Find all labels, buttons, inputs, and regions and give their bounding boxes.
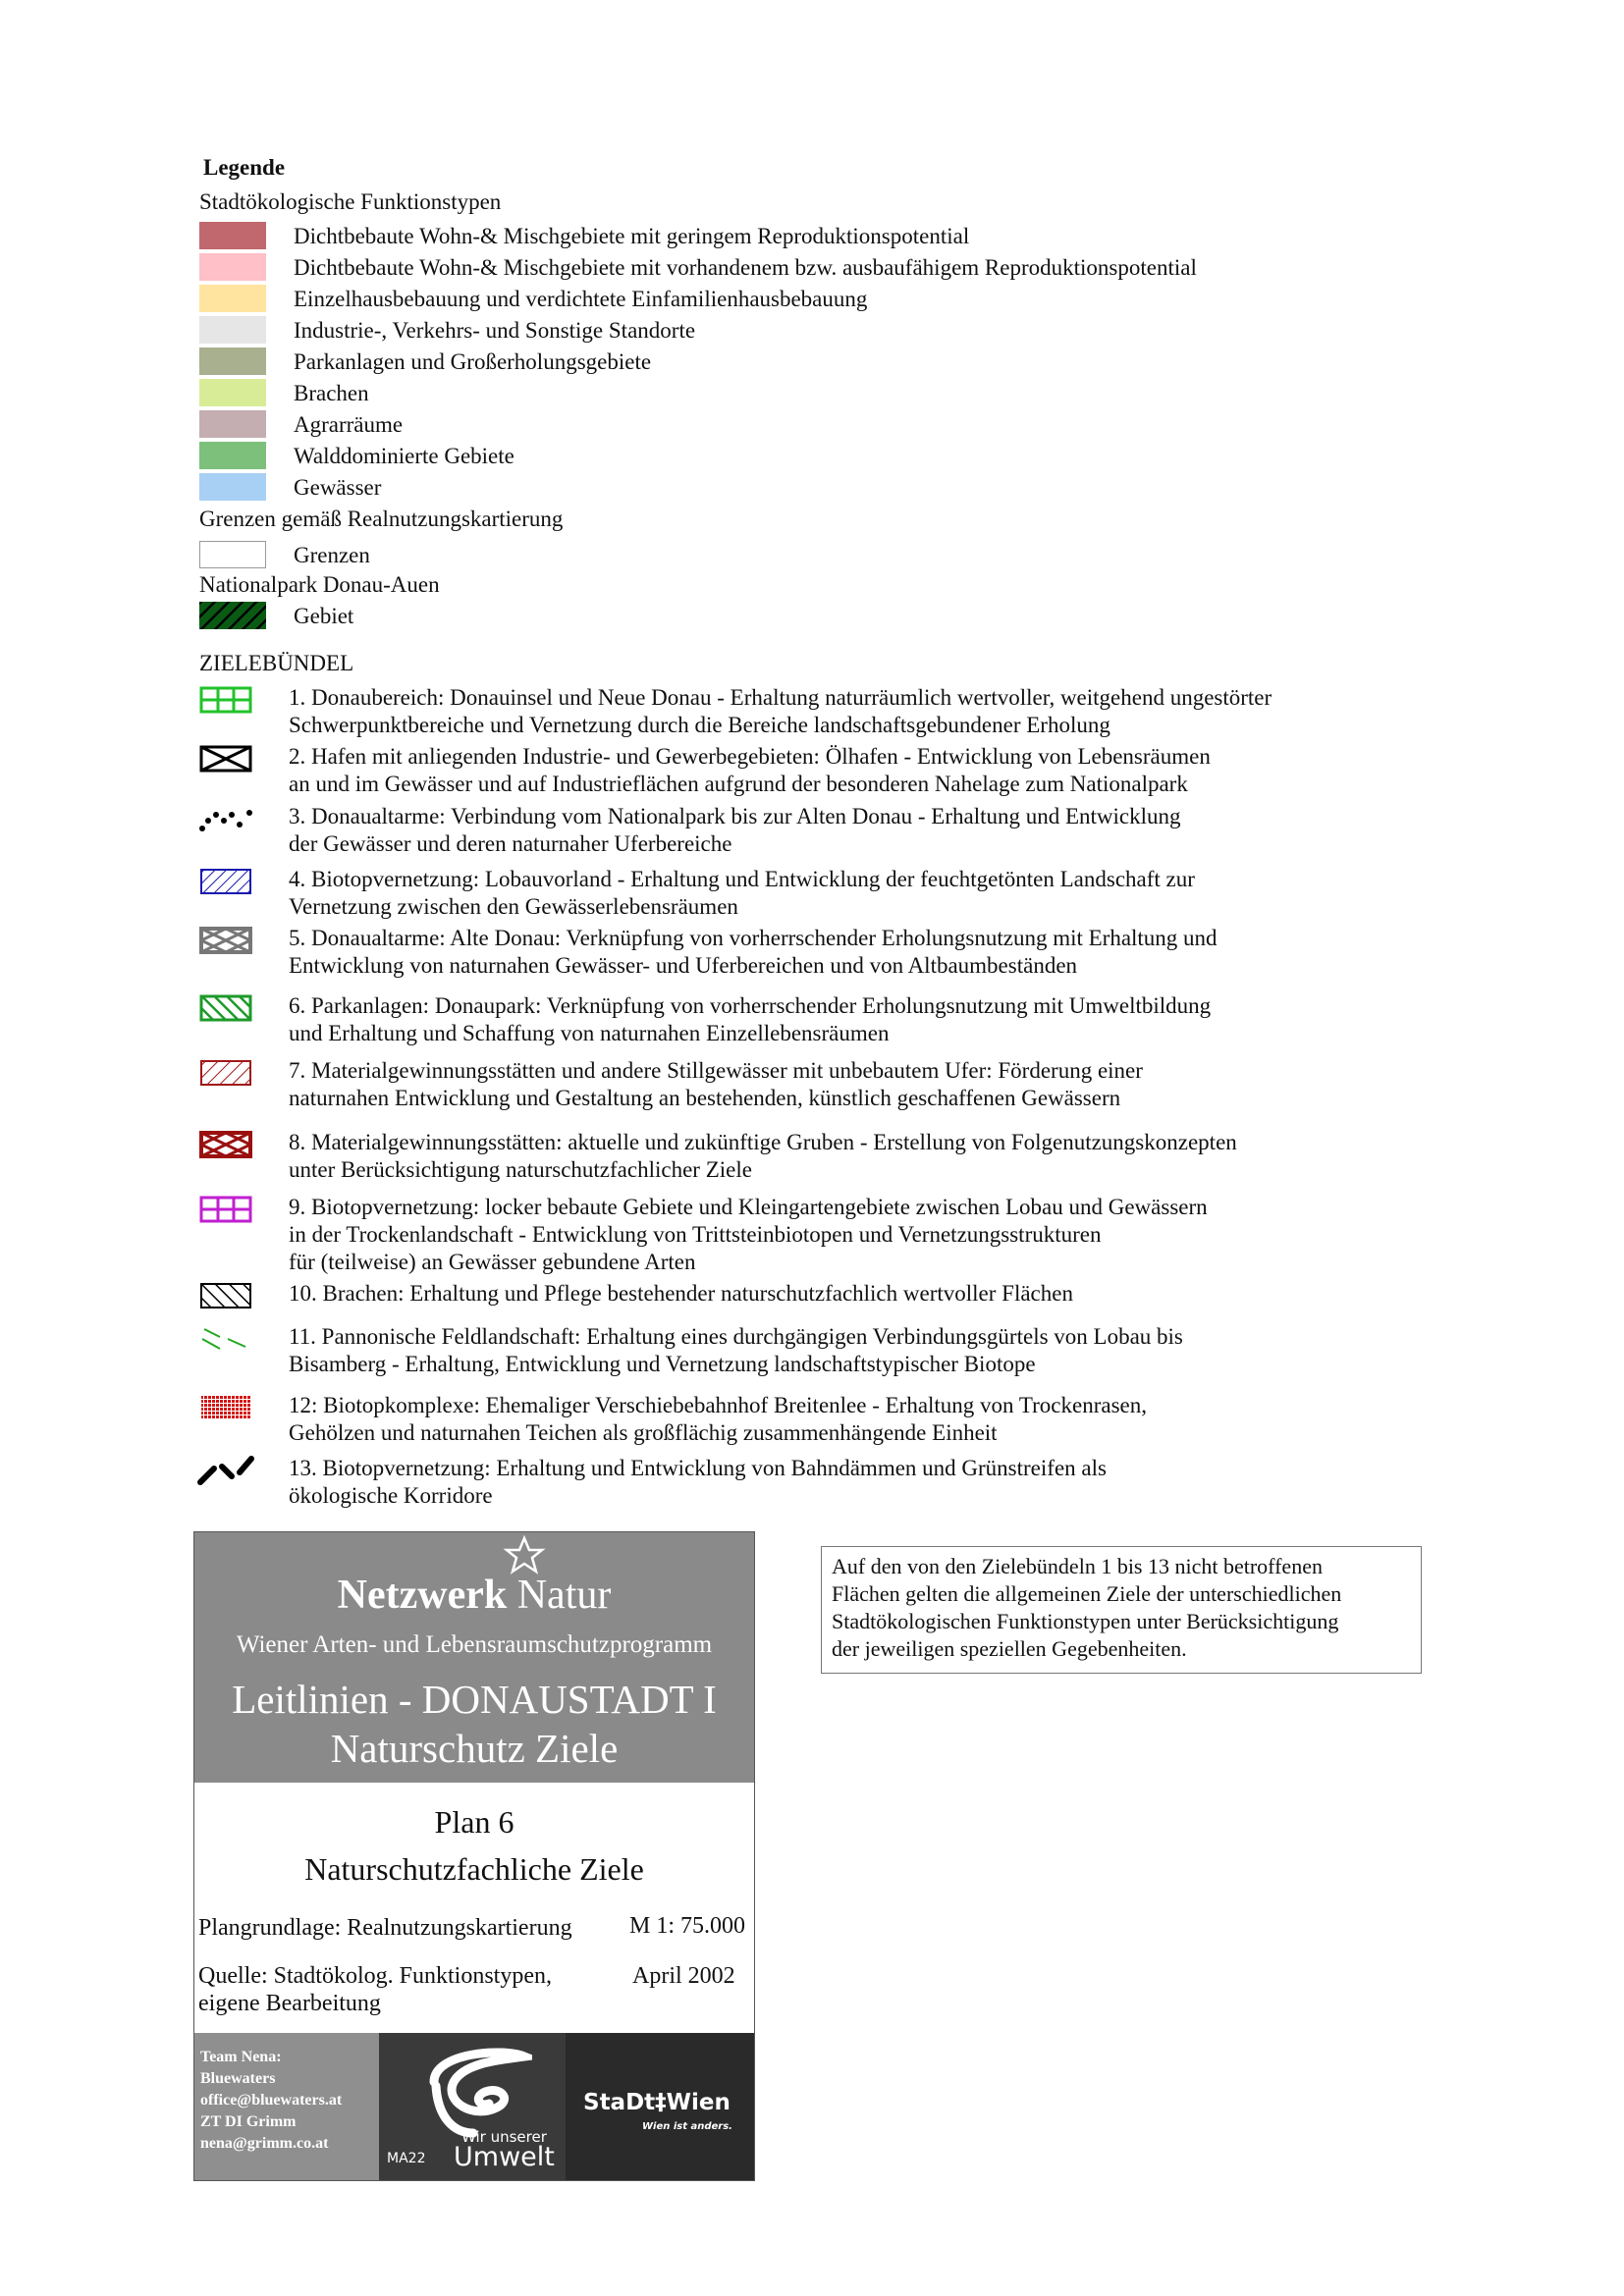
goal-text-line: 11. Pannonische Feldlandschaft: Erhaltung eines durchgängigen Verbindungsgürtels von Lobau bis <box>289 1324 1183 1349</box>
section-borders-heading: Grenzen gemäß Realnutzungskartierung <box>199 507 564 531</box>
goal-text-line: in der Trockenlandschaft - Entwicklung von Trittsteinbiotopen und Vernetzungsstrukturen <box>289 1222 1102 1247</box>
color-swatch <box>199 285 266 312</box>
goal-text-line: 5. Donaualtarme: Alte Donau: Verknüpfung von vorherrschender Erholungsnutzung mit Erhaltung und <box>289 926 1218 950</box>
note-line: Stadtökologischen Funktionstypen unter Berücksichtigung <box>832 1609 1339 1633</box>
black-diagonal-hatch-icon <box>196 1280 263 1319</box>
color-swatch <box>199 442 266 469</box>
legend-title: Legende <box>203 155 286 180</box>
goal-text-line: 1. Donaubereich: Donauinsel und Neue Donau - Erhaltung naturräumlich wertvoller, weitgehend ungestörter <box>289 685 1272 710</box>
team-line: Team Nena: <box>200 2049 282 2065</box>
title-block-header <box>194 1532 754 1783</box>
goal-text-line: an und im Gewässer und auf Industrieflächen aufgrund der besonderen Nahelage zum Nationalpark <box>289 772 1188 796</box>
title-block <box>193 1531 755 2181</box>
green-dashes-icon <box>196 1323 263 1362</box>
wien-logo-text: StaDt‡Wien <box>583 2090 731 2115</box>
red-diagonal-hatch-icon <box>196 1057 263 1096</box>
color-swatch <box>199 347 266 375</box>
goal-text <box>289 684 1388 739</box>
goal-text-line: 7. Materialgewinnungsstätten und andere Stillgewässer mit unbebautem Ufer: Förderung einer <box>289 1058 1143 1083</box>
note-line: Auf den von den Zielebündeln 1 bis 13 nicht betroffenen <box>832 1554 1323 1578</box>
legend-label: Walddominierte Gebiete <box>294 444 514 468</box>
plan-date: April 2002 <box>632 1963 735 1989</box>
title-block-footer <box>194 2033 754 2180</box>
goal-text-line: 9. Biotopvernetzung: locker bebaute Gebiete und Kleingartengebiete zwischen Lobau und Gewässern <box>289 1195 1208 1219</box>
legend-label: Gewässer <box>294 475 382 500</box>
black-dashes-icon <box>196 1455 263 1494</box>
plan-source: Quelle: Stadtökolog. Funktionstypen, <box>198 1963 552 1989</box>
border-swatch <box>199 541 266 568</box>
legend-label: Brachen <box>294 381 369 405</box>
legend-label: Industrie-, Verkehrs- und Sonstige Standorte <box>294 318 696 343</box>
section-park-heading: Nationalpark Donau-Auen <box>199 572 440 597</box>
goal-text-line: unter Berücksichtigung naturschutzfachlicher Ziele <box>289 1157 752 1182</box>
dotted-line-icon <box>196 803 263 842</box>
goal-text-line: Bisamberg - Erhaltung, Entwicklung und Vernetzung landschaftstypischer Biotope <box>289 1352 1036 1376</box>
section-functions-heading: Stadtökologische Funktionstypen <box>199 189 502 214</box>
color-swatch <box>199 316 266 344</box>
team-line: Bluewaters <box>200 2070 276 2087</box>
goal-text-line: ökologische Korridore <box>289 1483 493 1508</box>
legend-label: Gebiet <box>294 604 354 628</box>
main-subtitle: Naturschutz Ziele <box>330 1726 619 1771</box>
color-swatch <box>199 253 266 281</box>
goal-text-line: Vernetzung zwischen den Gewässerlebensräumen <box>289 894 738 919</box>
legend-label: Grenzen <box>294 543 370 567</box>
plan-basis: Plangrundlage: Realnutzungskartierung <box>198 1915 572 1941</box>
goal-text-line: 4. Biotopvernetzung: Lobauvorland - Erhaltung und Entwicklung der feuchtgetönten Landschaft zur <box>289 867 1195 891</box>
color-swatch <box>199 222 266 249</box>
goal-text <box>289 866 1388 921</box>
wien-slogan: Wien ist anders. <box>642 2121 732 2132</box>
brand-name: Netzwerk Natur <box>337 1573 612 1618</box>
plan-scale: M 1: 75.000 <box>629 1913 746 1939</box>
goal-text-line: für (teilweise) an Gewässer gebundene Arten <box>289 1250 696 1274</box>
grey-cross-hatch-icon <box>196 925 263 964</box>
goal-text <box>289 1129 1388 1184</box>
note-line: der jeweiligen speziellen Gegebenheiten. <box>832 1636 1187 1661</box>
note-line: Flächen gelten die allgemeinen Ziele der unterschiedlichen <box>832 1581 1342 1606</box>
color-swatch <box>199 379 266 406</box>
black-cross-hatch-icon <box>196 743 263 782</box>
magenta-grid-icon <box>196 1194 263 1233</box>
goal-text-line: Entwicklung von naturnahen Gewässer- und Uferbereichen und von Altbaumbeständen <box>289 953 1078 978</box>
goal-text <box>289 1455 1388 1510</box>
goal-text <box>289 925 1388 980</box>
plan-subtitle: Naturschutzfachliche Ziele <box>304 1851 644 1887</box>
plan-number: Plan 6 <box>434 1804 514 1840</box>
goal-text-line: Gehölzen und naturnahen Teichen als großflächig zusammenhängende Einheit <box>289 1420 998 1445</box>
team-line: office@bluewaters.at <box>200 2092 343 2109</box>
goal-text-line: 3. Donaualtarme: Verbindung vom Nationalpark bis zur Alten Donau - Erhaltung und Entwicklung <box>289 804 1181 828</box>
team-line: ZT DI Grimm <box>200 2113 297 2130</box>
goal-text-line: naturnahen Entwicklung und Gestaltung an bestehenden, künstlich geschaffenen Gewässern <box>289 1086 1121 1110</box>
general-goals-note <box>821 1546 1422 1674</box>
legend-label: Dichtbebaute Wohn-& Mischgebiete mit geringem Reproduktionspotential <box>294 224 970 248</box>
goal-text <box>289 1194 1388 1276</box>
goal-text-line: 2. Hafen mit anliegenden Industrie- und Gewerbegebieten: Ölhafen - Entwicklung von Lebensräumen <box>289 744 1211 769</box>
goal-text-line: der Gewässer und deren naturnaher Uferbereiche <box>289 831 732 856</box>
color-swatch <box>199 473 266 501</box>
plan-source-2: eigene Bearbeitung <box>198 1991 381 2016</box>
goal-text-line: 6. Parkanlagen: Donaupark: Verknüpfung von vorherrschender Erholungsnutzung mit Umweltbildung <box>289 993 1212 1018</box>
goal-text-line: Schwerpunktbereiche und Vernetzung durch die Bereiche landschaftsgebundener Erholung <box>289 713 1110 737</box>
green-grid-icon <box>196 684 263 723</box>
goal-text-line: 12: Biotopkomplexe: Ehemaliger Verschiebebahnhof Breitenlee - Erhaltung von Trockenrasen, <box>289 1393 1147 1417</box>
goal-text <box>289 743 1388 798</box>
red-cross-hatch-icon <box>196 1129 263 1168</box>
color-swatch <box>199 410 266 438</box>
goal-text <box>289 1057 1388 1112</box>
legend-label: Agrarräume <box>294 412 404 437</box>
title-block-info <box>194 1783 754 2033</box>
goal-text <box>289 992 1388 1047</box>
main-title: Leitlinien - DONAUSTADT I <box>232 1677 717 1722</box>
legend-label: Dichtbebaute Wohn-& Mischgebiete mit vorhandenem bzw. ausbaufähigem Reproduktionspotential <box>294 255 1197 280</box>
goal-text-line: 8. Materialgewinnungsstätten: aktuelle und zukünftige Gruben - Erstellung von Folgenutzungskonzepten <box>289 1130 1237 1154</box>
team-credits <box>194 2033 379 2180</box>
program-name: Wiener Arten- und Lebensraumschutzprogramm <box>236 1631 713 1658</box>
red-fine-grid-icon <box>196 1392 263 1431</box>
section-goals-heading: ZIELEBÜNDEL <box>199 651 354 675</box>
goal-text <box>289 803 1388 858</box>
ma22-swirl-icon <box>414 2043 532 2141</box>
ma22-slogan-2: Umwelt <box>454 2142 555 2172</box>
goal-text <box>289 1280 1388 1308</box>
legend-label: Einzelhausbebauung und verdichtete Einfamilienhausbebauung <box>294 287 868 311</box>
goal-text <box>289 1392 1388 1447</box>
goal-text-line: und Erhaltung und Schaffung von naturnahen Einzellebensräumen <box>289 1021 890 1045</box>
stadt-wien-logo <box>566 2033 754 2180</box>
green-diagonal-hatch-icon <box>196 992 263 1032</box>
ma22-slogan-1: Wir unserer <box>461 2128 547 2146</box>
team-line: nena@grimm.co.at <box>200 2135 329 2152</box>
goal-text-line: 10. Brachen: Erhaltung und Pflege bestehender naturschutzfachlich wertvoller Flächen <box>289 1281 1073 1306</box>
legend-label: Parkanlagen und Großerholungsgebiete <box>294 349 652 374</box>
blue-diagonal-hatch-icon <box>196 866 263 905</box>
goal-text-line: 13. Biotopvernetzung: Erhaltung und Entwicklung von Bahndämmen und Grünstreifen als <box>289 1456 1107 1480</box>
park-hatch-swatch <box>199 602 266 629</box>
goal-text <box>289 1323 1388 1378</box>
ma22-logo <box>379 2033 566 2180</box>
ma22-prefix: MA22 <box>387 2151 426 2166</box>
